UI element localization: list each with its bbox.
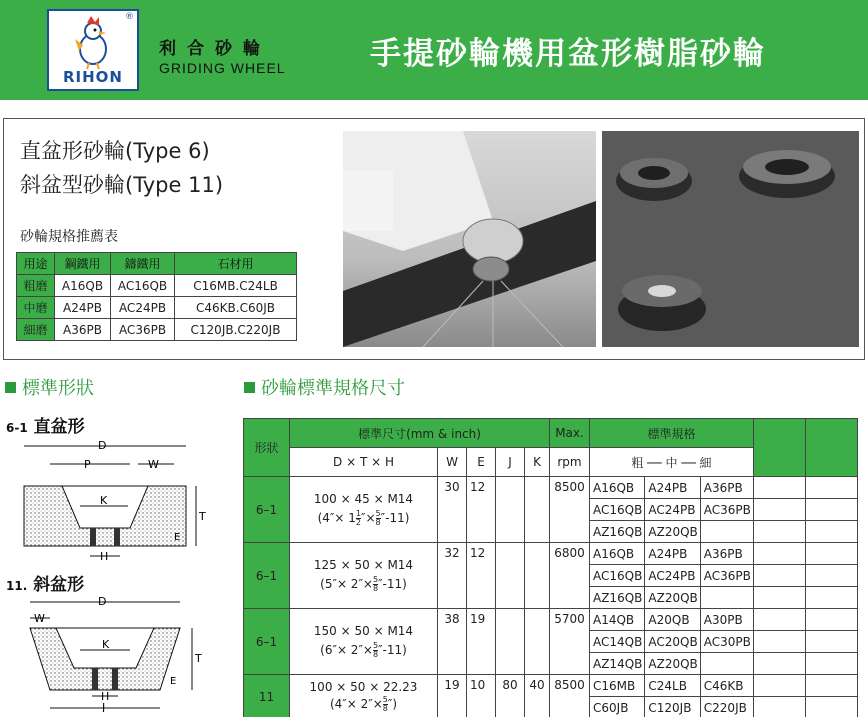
spec-grade-cell: C24LB [645,675,700,697]
inch-part: ″-11) [378,577,407,591]
spec-e-cell: 12 [467,477,496,543]
spec-header-rpm: rpm [550,448,590,477]
type6-heading: 直盆形砂輪(Type 6) [20,139,210,163]
inch-part: (6″× 2″× [320,643,373,657]
inch-part: ″-11) [380,511,410,525]
spec-grade-cell: AZ20QB [645,521,700,543]
intro-panel [3,118,865,360]
rec-cell: AC36PB [111,319,175,341]
dim-k-label-2: K [102,638,110,651]
rec-header-stone: 石材用 [175,253,297,275]
green-square-icon [5,382,16,393]
rec-cell: A16QB [55,275,111,297]
spec-blank-cell [805,697,857,717]
recommendation-title: 砂輪規格推薦表 [20,229,118,245]
spec-header-e: E [467,448,496,477]
spec-blank-cell [805,477,857,499]
inch-part: ″-11) [378,643,407,657]
table-row [244,675,858,697]
spec-grade-cell: AZ14QB [590,653,645,675]
spec-size-metric: 125 × 50 × M14 [313,558,414,572]
spec-blank-cell [805,543,857,565]
section-standard-specs [244,374,405,400]
spec-header-w: W [438,448,467,477]
table-row [244,543,858,565]
rec-header-cast-iron: 鑄鐵用 [111,253,175,275]
spec-rpm-cell: 8500 [550,477,590,543]
spec-grade-cell: A14QB [590,609,645,631]
inch-part: (4″× 2″× [329,697,383,711]
spec-j-cell: 80 [496,675,525,717]
spec-blank-cell [753,565,805,587]
spec-header-blank-2 [805,419,857,477]
rec-cell: C46KB.C60JB [175,297,297,319]
rec-cell: AC24PB [111,297,175,319]
spec-k-cell: 40 [525,675,550,717]
spec-header-grade: 粗 ── 中 ── 細 [590,448,754,477]
spec-blank-cell [753,543,805,565]
spec-j-cell [496,477,525,543]
spec-size-cell [290,543,438,609]
spec-blank-cell [753,653,805,675]
spec-header-max: Max. [550,419,590,448]
rec-cell: C120JB.C220JB [175,319,297,341]
spec-e-cell: 10 [467,675,496,717]
dim-w-label: W [148,458,159,471]
rec-cell: C16MB.C24LB [175,275,297,297]
spec-header-k: K [525,448,550,477]
rec-cell: AC16QB [111,275,175,297]
spec-header-std: 標準規格 [590,419,754,448]
spec-size-inch [292,576,435,593]
section-shape-label: 標準形狀 [22,378,94,399]
spec-header-dims: 標準尺寸(mm & inch) [290,419,550,448]
rec-header-use: 用途 [17,253,55,275]
spec-rpm-cell: 6800 [550,543,590,609]
table-row [244,609,858,631]
spec-grade-cell: C120JB [645,697,700,717]
spec-grade-cell [700,653,753,675]
spec-grade-cell: AC36PB [700,565,753,587]
spec-blank-cell [753,477,805,499]
rec-cell: A24PB [55,297,111,319]
section-spec-label: 砂輪標準規格尺寸 [261,378,405,399]
spec-grade-cell: AZ20QB [645,587,700,609]
rec-cell: 粗磨 [17,275,55,297]
rec-cell: A36PB [55,319,111,341]
frac-num: 5 [375,509,381,518]
shape-6-1-name: 直盆形 [33,417,85,437]
dim-h-label-2: H [101,690,110,703]
spec-size-inch [292,510,435,527]
spec-header-blank-1 [753,419,805,477]
spec-shape-cell: 6–1 [244,609,290,675]
rec-cell: 中磨 [17,297,55,319]
spec-grade-cell: A16QB [590,477,645,499]
spec-size-cell [290,675,438,717]
spec-j-cell [496,543,525,609]
spec-grade-cell: A24PB [645,543,700,565]
frac-num: 5 [382,695,388,704]
brand-name-english: GRIDING WHEEL [159,60,286,76]
spec-size-inch [292,642,435,659]
registered-mark: ® [125,12,134,22]
spec-w-cell: 38 [438,609,467,675]
spec-rpm-cell: 8500 [550,675,590,717]
spec-grade-cell: A16QB [590,543,645,565]
spec-size-inch [292,696,435,713]
type11-heading: 斜盆型砂輪(Type 11) [20,173,224,197]
spec-blank-cell [753,631,805,653]
rec-cell: 細磨 [17,319,55,341]
spec-grade-cell: AC16QB [590,565,645,587]
frac-den: 8 [372,650,379,659]
page-title: 手提砂輪機用盆形樹脂砂輪 [370,36,766,72]
grinder-usage-photo [343,131,596,347]
spec-grade-cell: AC30PB [700,631,753,653]
spec-blank-cell [805,675,857,697]
spec-size-metric: 150 × 50 × M14 [313,624,414,638]
spec-blank-cell [753,609,805,631]
spec-size-cell [290,477,438,543]
frac-num: 5 [372,641,379,650]
spec-w-cell: 19 [438,675,467,717]
rec-row [17,275,297,297]
inch-part: (5″× 2″× [320,577,373,591]
spec-grade-cell: A24PB [645,477,700,499]
spec-grade-cell: AC24PB [645,565,700,587]
spec-w-cell: 30 [438,477,467,543]
spec-w-cell: 32 [438,543,467,609]
inch-part: (4″× 1 [317,511,356,525]
spec-table [243,418,858,717]
spec-blank-cell [805,565,857,587]
spec-k-cell [525,543,550,609]
dim-k-label: K [100,494,108,507]
brand-name-chinese: 利合砂輪 [159,39,271,59]
spec-blank-cell [805,499,857,521]
spec-blank-cell [805,609,857,631]
spec-grade-cell: AZ16QB [590,587,645,609]
frac-num: 1 [355,509,361,518]
dim-w-label-2: W [34,612,45,625]
spec-shape-cell: 11 [244,675,290,717]
spec-size-metric: 100 × 45 × M14 [313,492,414,506]
spec-grade-cell: A20QB [645,609,700,631]
spec-grade-cell: AZ16QB [590,521,645,543]
spec-grade-cell: C46KB [700,675,753,697]
rec-header-steel: 鋼鐵用 [55,253,111,275]
spec-grade-cell [700,521,753,543]
shape-11-number: 11. [6,579,28,593]
spec-grade-cell: AC16QB [590,499,645,521]
spec-k-cell [525,477,550,543]
spec-header-j: J [496,448,525,477]
dim-e-label: E [174,532,181,543]
spec-e-cell: 12 [467,543,496,609]
rec-row [17,319,297,341]
dim-d-label: D [98,439,107,452]
spec-e-cell: 19 [467,609,496,675]
spec-blank-cell [805,587,857,609]
flaring-cup-diagram [10,592,210,712]
rihon-logo [47,9,139,91]
section-standard-shapes [5,374,94,400]
recommendation-table [16,252,297,341]
spec-blank-cell [753,499,805,521]
spec-grade-cell: AC24PB [645,499,700,521]
spec-grade-cell: C16MB [590,675,645,697]
spec-grade-cell [700,587,753,609]
green-square-icon [244,382,255,393]
spec-grade-cell: AZ20QB [645,653,700,675]
inch-part: ″× [361,511,376,525]
frac-den: 8 [375,518,381,527]
shape-11-name: 斜盆形 [33,575,85,595]
spec-grade-cell: A36PB [700,543,753,565]
dim-j-label: J [102,701,106,712]
shape-6-1-number: 6-1 [6,421,28,435]
spec-grade-cell: A30PB [700,609,753,631]
spec-grade-cell: C220JB [700,697,753,717]
spec-blank-cell [805,653,857,675]
spec-shape-cell: 6–1 [244,543,290,609]
spec-size-cell [290,609,438,675]
table-row [244,477,858,499]
straight-cup-diagram [10,436,210,568]
rec-row [17,297,297,319]
dim-e-label-2: E [170,676,177,687]
spec-header-dxtxh: D × T × H [290,448,438,477]
frac-den: 2 [355,518,361,527]
spec-blank-cell [805,521,857,543]
dim-p-label: P [84,458,91,471]
frac-num: 5 [372,575,379,584]
logo-text: RIHON [63,68,123,86]
spec-shape-cell: 6–1 [244,477,290,543]
dim-t-label: T [199,510,206,523]
frac-den: 8 [372,584,379,593]
spec-blank-cell [753,521,805,543]
shape-6-1-label [6,412,85,437]
spec-grade-cell: A36PB [700,477,753,499]
dim-t-label-2: T [195,652,202,665]
spec-grade-cell: AC20QB [645,631,700,653]
page-header [0,0,868,100]
dim-d-label-2: D [98,595,107,608]
dim-h-label: H [100,550,109,563]
spec-header-shape: 形狀 [244,419,290,477]
spec-blank-cell [805,631,857,653]
spec-j-cell [496,609,525,675]
spec-blank-cell [753,587,805,609]
frac-den: 8 [382,704,388,713]
spec-size-metric: 100 × 50 × 22.23 [309,680,418,694]
spec-blank-cell [753,675,805,697]
cup-wheels-photo [602,131,859,347]
spec-rpm-cell: 5700 [550,609,590,675]
spec-grade-cell: AC14QB [590,631,645,653]
spec-grade-cell: C60JB [590,697,645,717]
spec-grade-cell: AC36PB [700,499,753,521]
inch-part: ″) [387,697,398,711]
spec-blank-cell [753,697,805,717]
spec-k-cell [525,609,550,675]
